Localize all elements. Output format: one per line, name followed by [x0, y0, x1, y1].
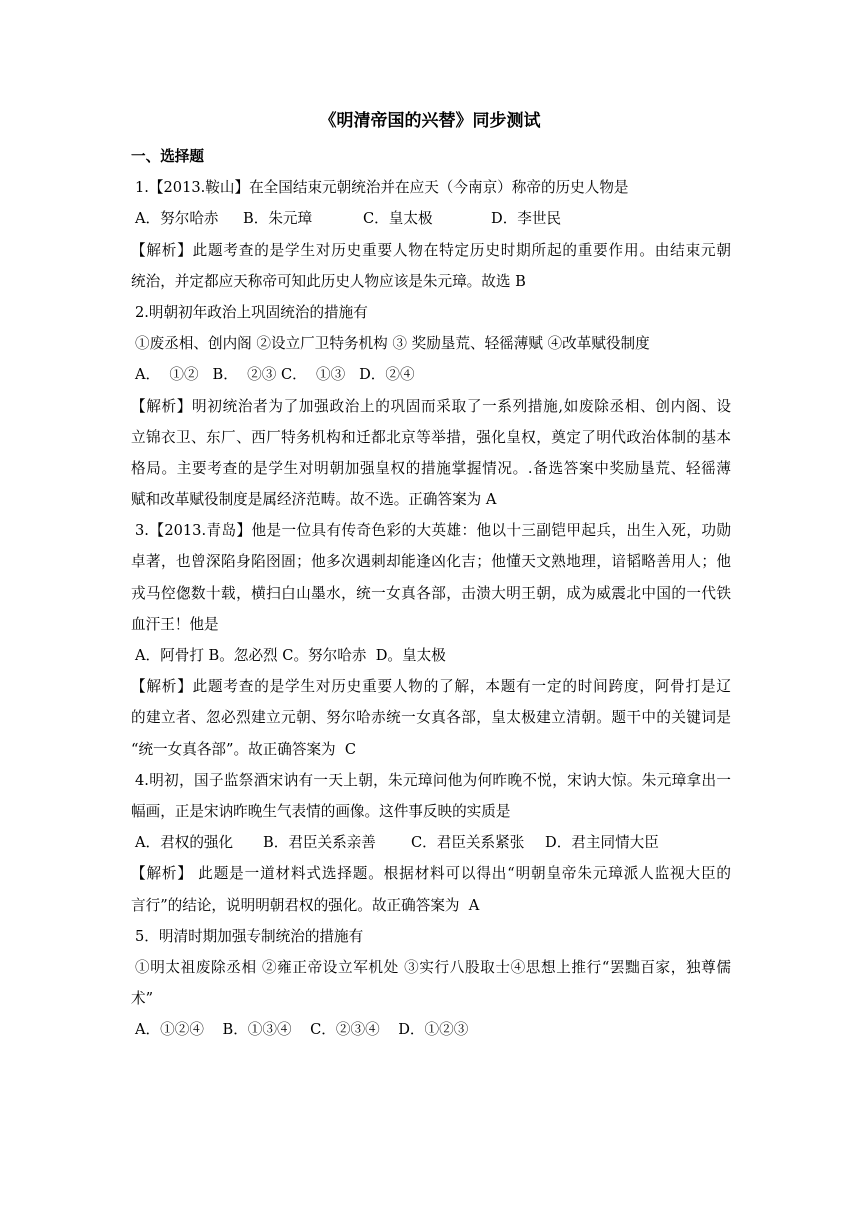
question-5-stem: 5．明清时期加强专制统治的措施有	[135, 927, 364, 945]
question-1-option-d: D．李世民	[491, 210, 562, 228]
question-3-options: A．阿骨打 B。忽必烈 C。努尔哈赤 D。皇太极	[135, 647, 446, 664]
question-1-option-a: A．努尔哈赤	[135, 210, 219, 228]
question-5-items-line: ①明太祖废除丞相 ②雍正帝设立军机处 ③实行八股取士④思想上推行“罢黜百家，独尊儒	[135, 958, 731, 976]
question-5-options: A．①②④ B．①③④ C．②③④ D．①②③	[135, 1021, 469, 1039]
question-4-options	[131, 827, 731, 858]
question-2-analysis-line: 赋和改革赋役制度是属经济范畴。故不选。正确答案为 A	[131, 491, 497, 509]
question-2-analysis-line: 【解析】明初统治者为了加强政治上的巩固而采取了一系列措施,如废除丞相、创内阁、设	[131, 397, 731, 415]
question-3-analysis-line: “统一女真各部”。故正确答案为 C	[131, 740, 357, 758]
question-4-option-c: C．君臣关系紧张	[411, 834, 525, 852]
question-1-analysis-line: 【解析】此题考查的是学生对历史重要人物在特定历史时期所起的重要作用。由结束元朝	[131, 241, 731, 259]
question-1-analysis-line: 统治，并定都应天称帝可知此历史人物应该是朱元璋。故选 B	[131, 272, 526, 290]
question-1-option-c: C．皇太极	[363, 210, 433, 228]
question-1-stem: 1.【2013.鞍山】在全国结束元朝统治并在应天（今南京）称帝的历史人物是	[135, 179, 629, 197]
question-4-option-d: D．君主同情大臣	[545, 834, 659, 852]
question-3-stem-line: 3.【2013.青岛】他是一位具有传奇色彩的大英雄：他以十三副铠甲起兵，出生入死，功勋	[135, 522, 731, 540]
question-3-stem-line: 卓著，也曾深陷身陷囹圄；他多次遇刺却能逢凶化吉；他懂天文熟地理，谙韬略善用人；他	[131, 553, 731, 571]
question-2-items: ①废丞相、创内阁 ②设立厂卫特务机构 ③ 奖励垦荒、轻徭薄赋 ④改革赋役制度	[135, 335, 650, 353]
question-3-stem-line: 戎马倥偬数十载，横扫白山墨水，统一女真各部，击溃大明王朝，成为威震北中国的一代铁	[131, 584, 731, 602]
question-2-analysis-line: 立锦衣卫、东厂、西厂特务机构和迁都北京等举措，强化皇权，奠定了明代政治体制的基本	[131, 428, 731, 446]
question-1-options	[131, 203, 731, 234]
question-4-stem-line: 幅画，正是宋讷昨晚生气表情的画像。这件事反映的实质是	[131, 802, 511, 820]
question-3-analysis-line: 【解析】此题考查的是学生对历史重要人物的了解，本题有一定的时间跨度，阿骨打是辽	[131, 678, 731, 696]
question-4-option-b: B．君臣关系亲善	[263, 834, 376, 852]
question-2-analysis-line: 格局。主要考查的是学生对明朝加强皇权的措施掌握情况。.备选答案中奖励垦荒、轻徭薄	[131, 459, 731, 477]
question-4-analysis-line: 【解析】 此题是一道材料式选择题。根据材料可以得出“明朝皇帝朱元璋派人监视大臣的	[131, 865, 731, 883]
question-3-stem-line: 血汗王！他是	[131, 615, 219, 633]
question-2-stem: 2.明朝初年政治上巩固统治的措施有	[135, 303, 368, 321]
question-4-option-a: A．君权的强化	[135, 834, 234, 852]
question-5-items-line: 术”	[131, 990, 154, 1008]
page-title: 《明清帝国的兴替》同步测试	[319, 111, 541, 131]
question-4-analysis-line: 言行”的结论，说明明朝君权的强化。故正确答案为 A	[131, 896, 480, 914]
question-1-option-b: B．朱元璋	[243, 210, 313, 228]
question-4-stem-line: 4.明初，国子监祭酒宋讷有一天上朝，朱元璋问他为何昨晚不悦，宋讷大惊。朱元璋拿出一	[135, 771, 731, 789]
document-body	[131, 141, 731, 1045]
question-3-analysis-line: 的建立者、忽必烈建立元朝、努尔哈赤统一女真各部，皇太极建立清朝。题干中的关键词是	[131, 709, 731, 727]
question-2-options: A． ①② B． ②③ C． ①③ D．②④	[135, 366, 415, 384]
section-heading: 一、选择题	[131, 148, 204, 165]
